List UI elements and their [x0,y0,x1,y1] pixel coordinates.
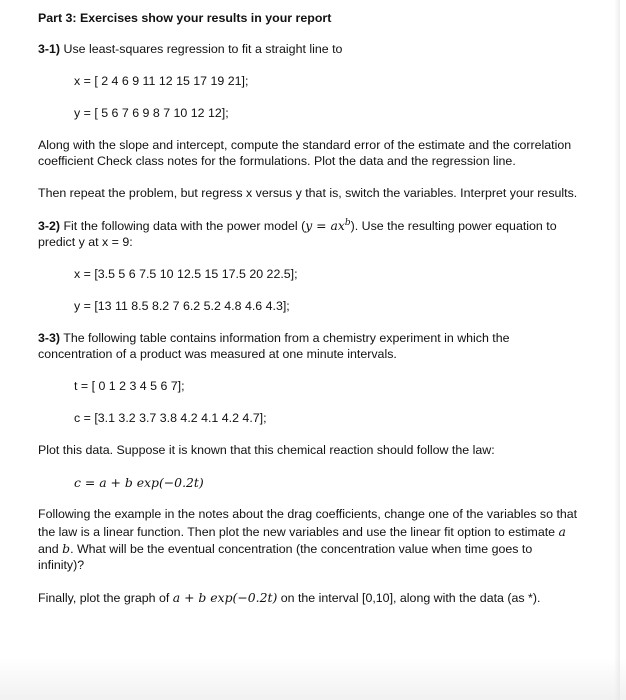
variable-b: b [62,541,71,556]
power-model-y: y [305,218,313,233]
exercise-3-2-text-a: Fit the following data with the power model ( [60,219,306,233]
exercise-3-3-follow-line-1: Following the example in the notes about the drag coefficients, change one of the variables so that [38,507,578,521]
exercise-3-2-intro [38,217,557,236]
exercise-3-1-paragraph-line-1: Along with the slope and intercept, compute the standard error of the estimate and the correlation [38,138,572,152]
final-expression: a + b exp(−0.2t) [172,590,278,605]
exercise-3-1-label: 3-1) [38,42,61,56]
exercise-3-3-c-data: c = [3.1 3.2 3.7 3.8 4.2 4.1 4.2 4.7]; [74,411,267,425]
exercise-3-1-y-data: y = [ 5 6 7 6 9 8 7 10 12 12]; [74,106,229,120]
final-text-a: Finally, plot the graph of [38,591,173,605]
exercise-3-1-x-data: x = [ 2 4 6 9 11 12 15 17 19 21]; [74,74,249,88]
follow-line-2-text: the law is a linear function. Then plot the new variables and use the linear fit option to estimate [38,525,559,539]
exercise-3-3-follow-line-2 [38,523,566,542]
exercise-3-1-intro [38,41,342,59]
exercise-3-1-text: Use least-squares regression to fit a straight line to [60,42,343,56]
follow-line-3-text-b: . What will be the eventual concentration (the concentration value when time goes to [70,542,533,556]
chemical-law-equation: c = a + b exp(−0.2t) [74,475,204,490]
exercise-3-2-label: 3-2) [38,219,61,233]
exercise-3-2-predict-line: predict y at x = 9: [38,235,133,249]
exercise-3-3-follow-line-4: infinity)? [38,558,85,572]
follow-line-3-text-a: and [38,542,63,556]
exercise-3-3-text: The following table contains information from a chemistry experiment in which the [60,331,510,345]
exercise-3-3-plot-text: Plot this data. Suppose it is known that this chemical reaction should follow the law: [38,443,495,457]
exercise-3-3-final-line [38,589,540,608]
section-header: Part 3: Exercises show your results in your report [38,11,332,25]
exercise-3-3-label: 3-3) [38,331,61,345]
exercise-3-3-follow-line-3 [38,540,532,559]
exercise-3-3-intro [38,330,510,348]
exercise-3-1-paragraph-line-2: coefficient Check class notes for the formulations. Plot the data and the regression line. [38,154,516,168]
power-model-ax: ax [330,218,345,233]
exercise-3-3-intro-line-2: concentration of a product was measured at one minute intervals. [38,347,397,361]
variable-a: a [558,524,566,539]
exercise-3-2-x-data: x = [3.5 5 6 7.5 10 12.5 15 17.5 20 22.5]; [74,267,298,281]
final-text-b: on the interval [0,10], along with the data (as *). [277,591,541,605]
page-bottom-shadow [0,658,626,700]
exercise-3-2-y-data: y = [13 11 8.5 8.2 7 6.2 5.2 4.8 4.6 4.3]; [74,299,290,313]
exercise-3-2-text-b: ). Use the resulting power equation to [350,219,557,233]
scrollbar-track[interactable] [614,0,620,700]
exercise-3-1-repeat-paragraph: Then repeat the problem, but regress x versus y that is, switch the variables. Interpret your results. [38,186,578,200]
power-model-exponent: b [344,217,351,228]
power-model-equals: = [312,218,331,233]
exercise-3-3-t-data: t = [ 0 1 2 3 4 5 6 7]; [74,379,185,393]
